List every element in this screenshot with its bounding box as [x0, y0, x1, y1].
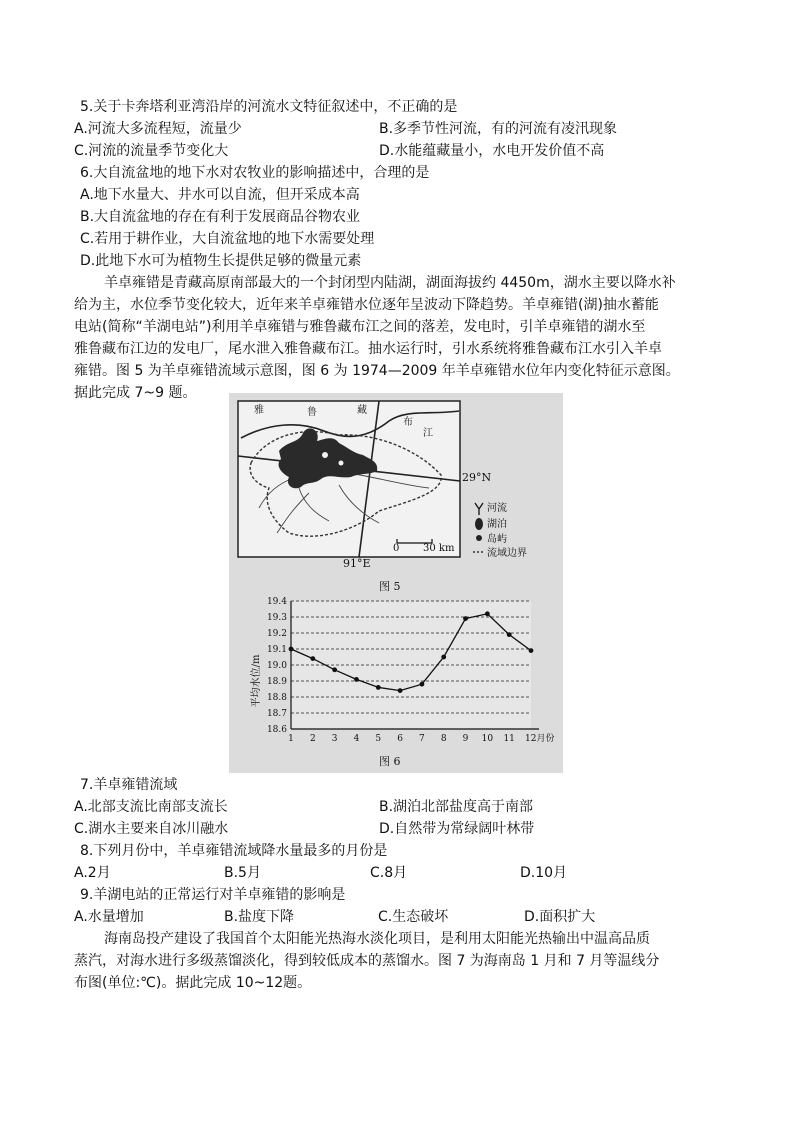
- q8-option-d: D.10月: [520, 865, 568, 881]
- y-tick-label: 18.8: [266, 693, 287, 703]
- q7-option-b: B.湖泊北部盐度高于南部: [379, 799, 534, 815]
- latitude-label: 29°N: [462, 471, 492, 484]
- river-name-char: 雅: [254, 405, 264, 416]
- q9-option-b: B.盐度下降: [224, 909, 295, 925]
- q9-option-d: D.面积扩大: [524, 909, 596, 925]
- q5-option-c: C.河流的流量季节变化大: [74, 143, 229, 159]
- legend-island: 岛屿: [487, 534, 507, 545]
- x-tick-label: 4: [353, 734, 360, 744]
- q8-option-c: C.8月: [370, 865, 408, 881]
- passage2-line: 蒸汽，对海水进行多级蒸馏淡化，得到较低成本的蒸馏水。图 7 为海南岛 1 月和 7 月等温线分: [74, 953, 660, 969]
- passage2-line: 布图(单位:℃)。据此完成 10~12题。: [74, 975, 312, 991]
- y-tick-label: 19.1: [266, 645, 287, 655]
- data-point: [354, 677, 359, 682]
- x-tick-label: 8: [440, 734, 447, 744]
- data-point: [463, 616, 468, 621]
- map-legend: [473, 501, 527, 559]
- q9-option-a: A.水量增加: [74, 909, 144, 925]
- island-dot: [322, 452, 328, 458]
- q7-stem: 7.羊卓雍错流域: [80, 777, 178, 793]
- fig5-map: [229, 393, 563, 568]
- data-point: [398, 688, 403, 693]
- q6-stem: 6.大自流盆地的地下水对农牧业的影响描述中，合理的是: [80, 165, 430, 181]
- scale-length: 30 km: [423, 543, 455, 554]
- x-tick-label: 1: [288, 734, 294, 744]
- lake-legend-icon: [475, 518, 483, 530]
- x-tick-label: 3: [331, 734, 338, 744]
- x-tick-label: 10: [481, 734, 494, 744]
- island-dot: [339, 461, 344, 466]
- y-tick-label: 18.7: [266, 709, 287, 719]
- q9-stem: 9.羊湖电站的正常运行对羊卓雍错的影响是: [80, 887, 346, 903]
- river-name-char: 江: [423, 428, 433, 439]
- q7-option-c: C.湖水主要来自冰川融水: [74, 821, 229, 837]
- island-legend-icon: [476, 535, 482, 541]
- river-name-char: 藏: [357, 405, 367, 416]
- fig6-chart: [229, 593, 563, 773]
- legend-lake: 湖泊: [487, 519, 507, 530]
- y-tick-label: 18.9: [266, 677, 287, 687]
- q5-option-d: D.水能蕴藏量小，水电开发价值不高: [379, 143, 605, 159]
- passage1-line: 羊卓雍错是青藏高原南部最大的一个封闭型内陆湖，湖面海拔约 4450m，湖水主要以降水补: [104, 275, 676, 291]
- river-name-char: 鲁: [307, 407, 317, 418]
- y-tick-label: 19.3: [266, 613, 287, 623]
- y-axis-label: 平均水位/m: [251, 654, 262, 708]
- q7-option-d: D.自然带为常绿阔叶林带: [379, 821, 535, 837]
- y-tick-label: 19.0: [266, 661, 287, 671]
- q5-option-b: B.多季节性河流，有的河流有凌汛现象: [379, 121, 618, 137]
- fig5-caption-text: 图 5: [379, 580, 401, 593]
- q5-stem: 5.关于卡奔塔利亚湾沿岸的河流水文特征叙述中，不正确的是: [80, 99, 458, 115]
- x-tick-label: 5: [375, 734, 382, 744]
- q6-option-b: B.大自流盆地的存在有利于发展商品谷物农业: [80, 209, 361, 225]
- q8-option-b: B.5月: [224, 865, 261, 881]
- legend-boundary: 流域边界: [487, 548, 527, 559]
- q5-option-a: A.河流大多流程短，流量少: [74, 121, 242, 137]
- data-point: [310, 656, 315, 661]
- map-frame: [238, 401, 460, 557]
- river-legend-icon: [475, 503, 483, 515]
- y-tick-label: 19.2: [266, 629, 287, 639]
- q6-option-d: D.此地下水可为植物生长提供足够的微量元素: [80, 253, 362, 269]
- data-point: [507, 632, 512, 637]
- q6-option-c: C.若用于耕作业，大自流盆地的地下水需要处理: [80, 231, 375, 247]
- x-tick-label: 2: [309, 734, 316, 744]
- scale-zero: 0: [393, 543, 400, 554]
- data-point: [485, 611, 490, 616]
- x-tick-label: 9: [462, 734, 469, 744]
- passage1-line: 给为主，水位季节变化较大，近年来羊卓雍错水位逐年呈波动下降趋势。羊卓雍错(湖)抽水蓄能: [74, 297, 659, 313]
- q9-option-c: C.生态破坏: [378, 909, 449, 925]
- fig6-caption: 图 6: [379, 755, 401, 768]
- y-tick-label: 18.6: [266, 725, 287, 735]
- x-tick-labels: [288, 732, 554, 744]
- x-tick-label: 7: [419, 734, 425, 744]
- figure-block: [229, 393, 563, 773]
- q6-option-a: A.地下水量大、井水可以自流，但开采成本高: [80, 187, 360, 203]
- passage1-line: 雅鲁藏布江边的发电厂，尾水泄入雅鲁藏布江。抽水运行时，引水系统将雅鲁藏布江水引入羊卓: [74, 341, 662, 357]
- x-tick-label: 6: [397, 734, 403, 744]
- data-point: [376, 685, 381, 690]
- passage1-line: 雍错。图 5 为羊卓雍错流域示意图，图 6 为 1974—2009 年羊卓雍错水位年内变化特征示意图。: [74, 363, 680, 379]
- data-point: [441, 655, 446, 660]
- y-tick-label: 19.4: [266, 597, 287, 607]
- data-point: [529, 648, 534, 653]
- data-point: [420, 682, 425, 687]
- longitude-label: 91°E: [343, 557, 371, 568]
- q8-option-a: A.2月: [74, 865, 111, 881]
- data-point: [332, 667, 337, 672]
- legend-river: 河流: [487, 503, 507, 514]
- passage1-line: 电站(简称“羊湖电站”)利用羊卓雍错与雅鲁藏布江之间的落差，发电时，引羊卓雍错的湖水至: [74, 319, 646, 335]
- river-name-char: 布: [403, 417, 413, 428]
- q7-option-a: A.北部支流比南部支流长: [74, 799, 228, 815]
- passage2-line: 海南岛投产建设了我国首个太阳能光热海水淡化项目，是利用太阳能光热输出中温高品质: [104, 931, 650, 947]
- x-tick-label: 12月份: [525, 734, 555, 744]
- data-point: [289, 647, 294, 652]
- passage1-line: 据此完成 7~9 题。: [74, 385, 197, 401]
- q8-stem: 8.下列月份中，羊卓雍错流域降水量最多的月份是: [80, 843, 388, 859]
- x-tick-label: 11: [503, 734, 515, 744]
- y-tick-labels: [267, 597, 287, 735]
